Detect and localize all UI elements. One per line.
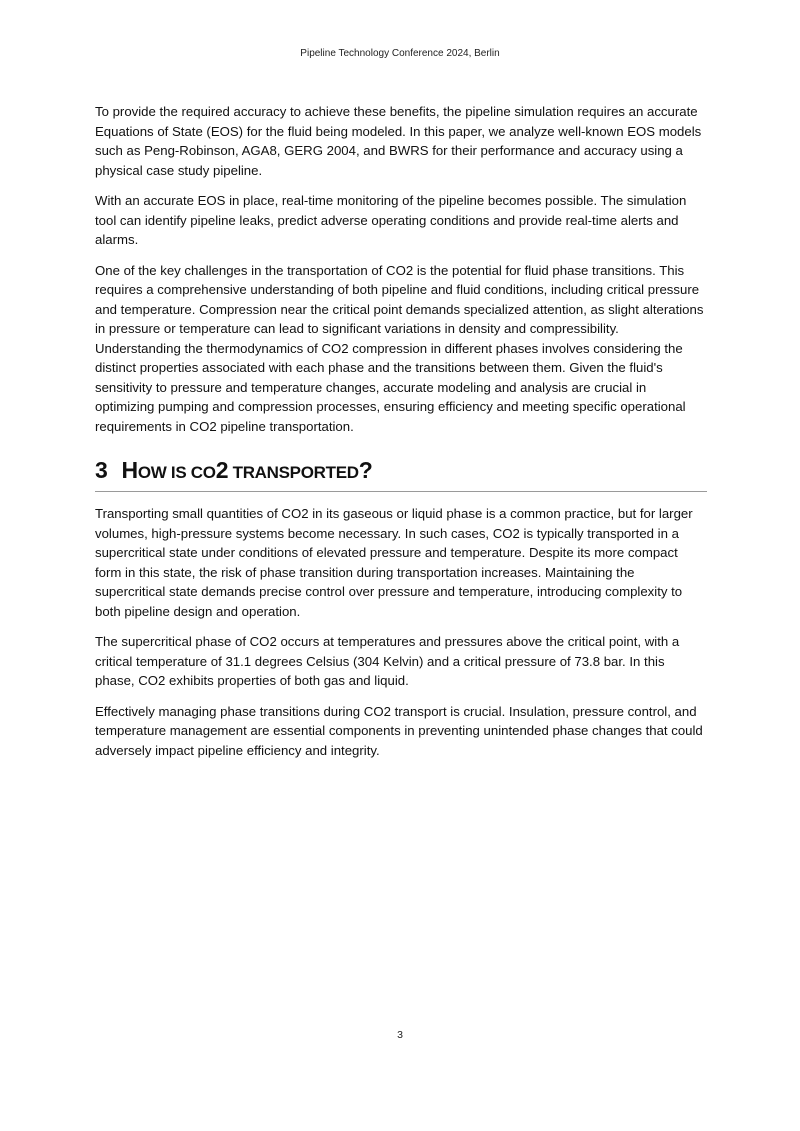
paragraph-eos-accuracy: To provide the required accuracy to achieve these benefits, the pipeline simulation requires an accurate Equations of State (EOS) for the fluid being modeled. In this paper, we analyze well-known EOS models such as Peng-Robinson, AGA8, GERG 2004, and BWRS for their performance and accuracy using a physical case study pipeline.: [95, 104, 702, 178]
section-heading: [95, 456, 707, 492]
section-number: 3: [95, 457, 108, 483]
page-body: [95, 102, 707, 771]
running-header: Pipeline Technology Conference 2024, Berlin: [300, 48, 500, 59]
paragraph-transport-methods: Transporting small quantities of CO2 in its gaseous or liquid phase is a common practice, but for larger volumes, high-pressure systems become necessary. In such cases, CO2 is typically transported in a supercritical state under conditions of elevated pressure and temperature. Despite its more compact form in this state, the risk of phase transition during transportation increases. Maintaining the supercritical state demands precise control over pressure and temperature, introducing complexity to both pipeline design and operation.: [95, 506, 693, 619]
section-title-part-2: TRANSPORTED: [228, 463, 359, 482]
section-title-end: ?: [358, 457, 373, 483]
paragraph-phase-transitions: One of the key challenges in the transportation of CO2 is the potential for fluid phase transitions. This requires a comprehensive understanding of both pipeline and fluid conditions, including critical pressure and temperature. Compression near the critical point demands specialized attention, as slight alterations in pressure or temperature can lead to significant variations in density and compressibility. Understanding the thermodynamics of CO2 compression in different phases involves considering the distinct properties associated with each phase and the transitions between them. Given the fluid's sensitivity to pressure and temperature changes, accurate modeling and analysis are crucial in optimizing pumping and compression processes, ensuring efficiency and meeting specific operational requirements in CO2 pipeline transportation.: [95, 262, 704, 434]
section-title-big: 2: [215, 457, 229, 483]
paragraph-real-time-monitoring: With an accurate EOS in place, real-time monitoring of the pipeline becomes possible. The simulation tool can identify pipeline leaks, predict adverse operating conditions and provide real-time alerts and alarms.: [95, 193, 687, 247]
paragraph-supercritical-phase: The supercritical phase of CO2 occurs at temperatures and pressures above the critical point, with a critical temperature of 31.1 degrees Celsius (304 Kelvin) and a critical pressure of 73.8 bar. In this phase, CO2 exhibits properties of both gas and liquid.: [95, 634, 680, 688]
paragraph-managing-transitions: Effectively managing phase transitions during CO2 transport is crucial. Insulation, pressure control, and temperature management are essential components in preventing unintended phase changes that could adversely impact pipeline efficiency and integrity.: [95, 703, 703, 758]
section-title-part-1: OW IS CO: [137, 463, 216, 482]
section-title-first-letter: H: [121, 457, 138, 483]
page-number: 3: [397, 1029, 403, 1041]
